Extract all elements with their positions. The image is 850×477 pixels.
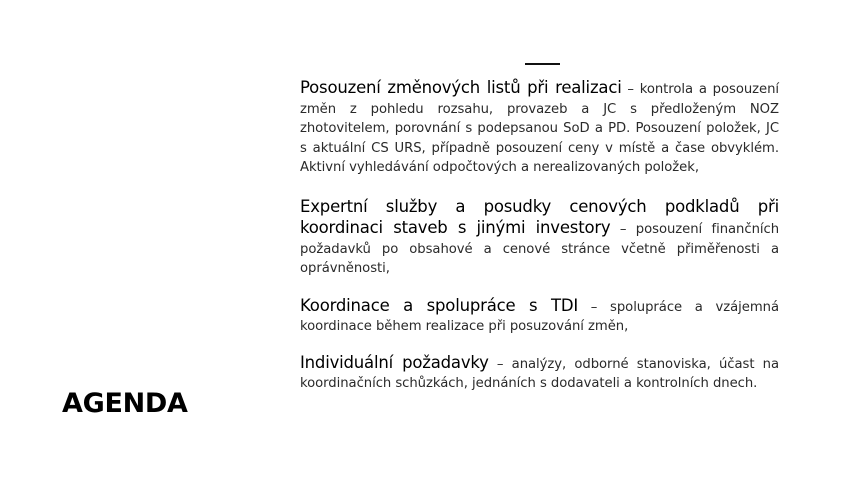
agenda-item <box>300 78 779 178</box>
agenda-item <box>300 353 779 394</box>
agenda-item-heading: Individuální požadavky <box>300 352 489 372</box>
agenda-item-heading: Posouzení změnových listů při realizaci <box>300 78 622 97</box>
agenda-item-heading: Koordinace a spolupráce s TDI <box>300 295 579 315</box>
agenda-content <box>300 78 779 394</box>
agenda-item-text: – posouzení finančních požadavků po obsahové a cenové stránce včetně přiměřenosti a oprávněnosti, <box>300 222 779 276</box>
section-divider <box>525 63 560 65</box>
agenda-item-text: – spolupráce a vzájemná koordinace během realizace při posuzování změn, <box>300 299 779 334</box>
agenda-item <box>300 296 779 337</box>
agenda-item-heading: Expertní služby a posudky cenových podkladů při koordinaci staveb s jinými investory <box>300 196 779 237</box>
agenda-item-text: – kontrola a posouzení změn z pohledu rozsahu, provazeb a JC s předloženým NOZ zhotovitelem, porovnání s podepsanou SoD a PD. Posouzení položek, JC s aktuální CS URS, případně posouzení ceny v místě a čase obvyklém. Aktivní vyhledávání odpočtových a nerealizovaných položek, <box>300 82 779 175</box>
agenda-item-text: – analýzy, odborné stanoviska, účast na koordinačních schůzkách, jednáních s dodavateli a kontrolních dnech. <box>300 356 779 391</box>
page-title: AGENDA <box>62 388 188 419</box>
agenda-item <box>300 197 779 279</box>
